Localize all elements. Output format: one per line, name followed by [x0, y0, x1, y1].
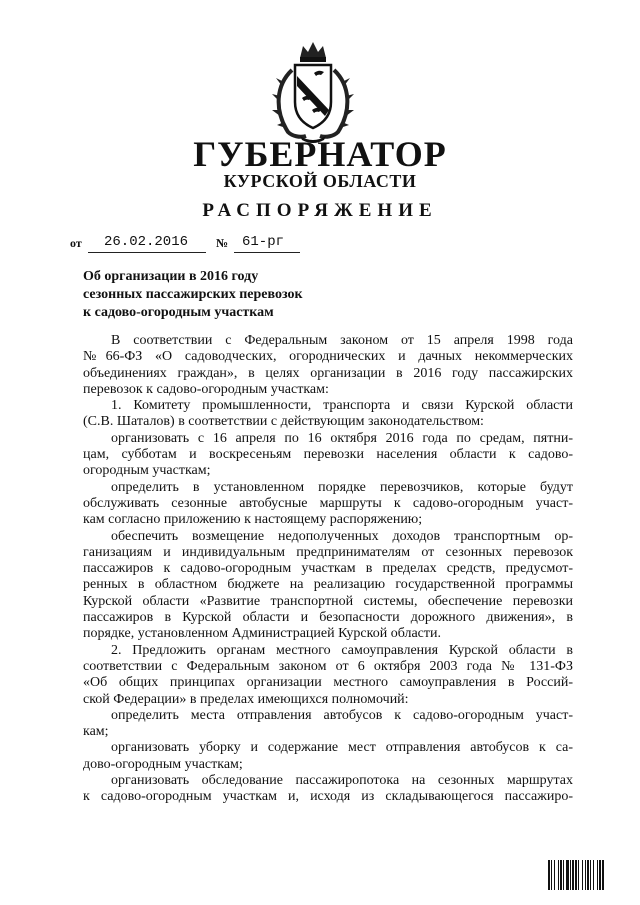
body-line: В соответствии с Федеральным законом от 15 апреля 1998 года — [111, 333, 573, 348]
body-line: объединениях граждан», в целях организации в 2016 году пассажирских — [83, 365, 573, 381]
body-line: организовать с 16 апреля по 16 октября 2016 года по средам, пятни- — [111, 430, 573, 446]
body-line: Курской области «Развитие транспортной системы, обеспечение перевозки — [83, 593, 573, 609]
coat-of-arms-icon — [270, 40, 356, 144]
body-line: «Об общих принципах организации местного самоуправления в Россий- — [83, 675, 573, 691]
body-line: кам согласно приложению к настоящему распоряжению; — [83, 512, 423, 528]
date-number-row — [70, 232, 330, 254]
body-line: определить места отправления автобусов к садово-огородным участ- — [111, 707, 573, 723]
body-line: пассажиров в Курской области и безопасности дорожного движения», в — [83, 610, 573, 626]
document-body — [83, 333, 573, 806]
barcode-icon — [548, 860, 624, 890]
body-line: соответствии с Федеральным законом от 6 октября 2003 года № 131-ФЗ — [83, 658, 573, 674]
subject-line: к садово-огородным участкам — [83, 305, 274, 320]
body-line: порядке, установленном Администрацией Курской области. — [83, 626, 441, 642]
body-line: огородным участкам; — [83, 463, 211, 479]
subject-line: сезонных пассажирских перевозок — [83, 287, 303, 302]
body-line: №66-ФЗ «О садоводческих, огороднических и дачных некоммерческих — [83, 349, 573, 365]
body-line: 2. Предложить органам местного самоуправления Курской области в — [111, 642, 573, 658]
date-label: от — [70, 236, 82, 250]
document-type: РАСПОРЯЖЕНИЕ — [202, 200, 438, 221]
org-title: ГУБЕРНАТОР — [193, 134, 447, 174]
subject-line: Об организации в 2016 году — [83, 269, 259, 284]
body-line: ганизациям и индивидуальным предпринимателям от сезонных перевозок — [83, 544, 573, 560]
body-line: обеспечить возмещение недополученных доходов транспортным ор- — [111, 528, 573, 544]
number-value: 61-рг — [242, 234, 285, 250]
body-line: организовать уборку и содержание мест отправления автобусов к са- — [111, 740, 573, 756]
date-value: 26.02.2016 — [104, 234, 189, 250]
body-line: ской Федерации» в пределах имеющихся полномочий: — [83, 691, 409, 707]
body-line: организовать обследование пассажиропотока на сезонных маршрутах — [111, 773, 573, 789]
body-line: (С.В. Шаталов) в соответствии с действующим законодательством: — [83, 414, 484, 430]
body-line: обслуживать сезонные автобусные маршруты к садово-огородным участ- — [83, 495, 573, 511]
date-underline — [88, 252, 206, 253]
document-subject — [83, 268, 383, 322]
body-line: кам; — [83, 724, 109, 740]
body-line: цам, субботам и воскресеньям перевозки населения области к садово- — [83, 447, 573, 463]
org-subtitle: КУРСКОЙ ОБЛАСТИ — [223, 171, 417, 191]
number-underline — [234, 252, 300, 253]
body-line: к садово-огородным участкам и, исходя из складывающегося пассажиро- — [83, 789, 573, 805]
number-label: № — [216, 236, 229, 250]
body-line: определить в установленном порядке перевозчиков, которые будут — [111, 479, 573, 495]
body-line: 1. Комитету промышленности, транспорта и связи Курской области — [111, 398, 573, 414]
body-line: перевозок к садово-огородным участкам: — [83, 381, 329, 397]
body-line: пассажиров к садово-огородным участкам в пределах средств, предусмот- — [83, 561, 573, 577]
body-line: дово-огородным участкам; — [83, 756, 243, 772]
body-line: ренных в областном бюджете на реализацию государственной программы — [83, 577, 573, 593]
